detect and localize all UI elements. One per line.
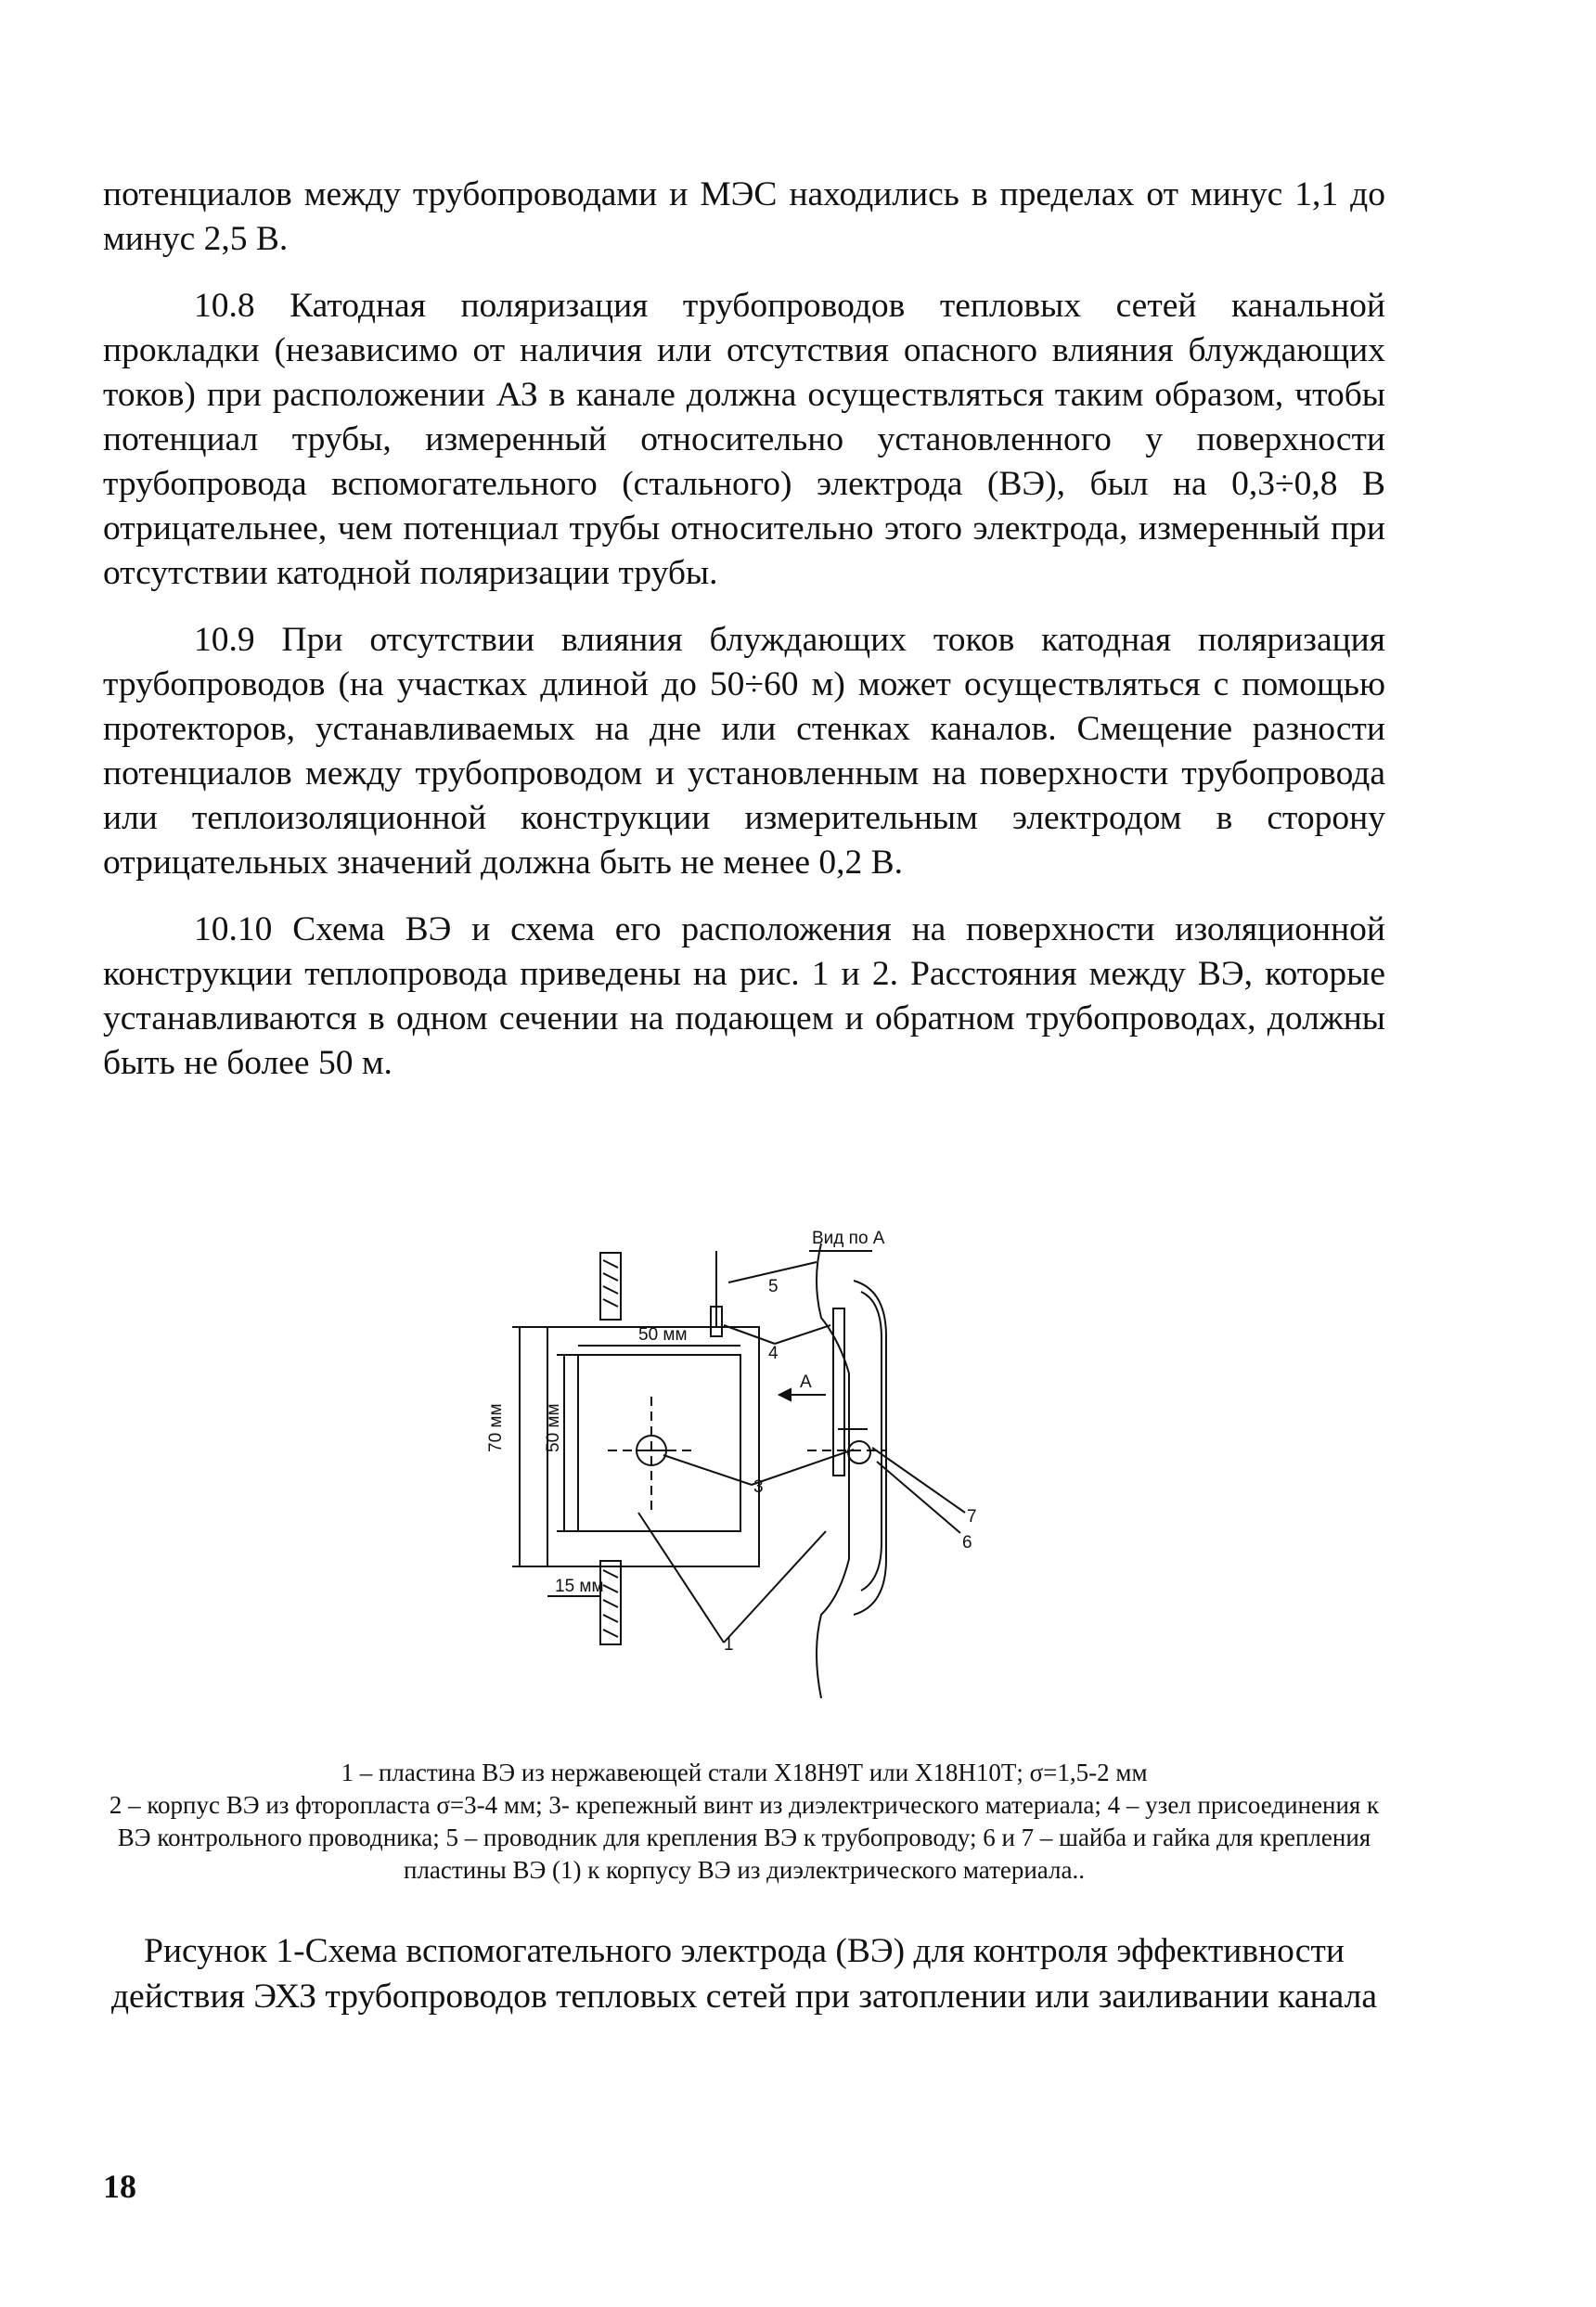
paragraph-10-10: 10.10 Схема ВЭ и схема его расположения на поверхности изоляционной конструкции теплопровода приведены на рис. 1 и 2. Расстояния между ВЭ, которые устанавливаются в одном сечении на подающем и обратном трубопроводах, должны быть не более 50 м. xyxy=(103,910,1385,1082)
arrow-a-label: А xyxy=(800,1373,812,1392)
dim-height-outer-label: 70 мм xyxy=(486,1403,506,1452)
paragraph-continuation: потенциалов между трубопроводами и МЭС находились в пределах от минус 1,1 до минус 2,5 В. xyxy=(103,175,1385,258)
legend-line-2: 2 – корпус ВЭ из фторопласта σ=3-4 мм; 3- крепежный винт из диэлектрического материала; 4 – узел присоединения к ВЭ контрольного проводника; 5 – проводник для крепления ВЭ к трубопроводу; 6 и 7 – шайба и гайка для крепления пластины ВЭ (1) к корпусу ВЭ из диэлектрического материала.. xyxy=(109,1791,1380,1884)
legend-line-1: 1 – пластина ВЭ из нержавеющей стали Х18Н9Т или Х18Н10Т; σ=1,5-2 мм xyxy=(341,1759,1148,1786)
callout-1: 1 xyxy=(724,1635,734,1655)
dim-height-inner-label: 50 мм xyxy=(544,1403,563,1452)
electrode-diagram xyxy=(445,1206,1021,1726)
callout-7: 7 xyxy=(967,1507,977,1527)
paragraph-10-8: 10.8 Катодная поляризация трубопроводов тепловых сетей канальной прокладки (независимо от наличия или отсутствия опасного влияния блуждающих токов) при расположении АЗ в канале должна осуществляться таким образом, чтобы потенциал трубы, измеренный относительно установленного у поверхности трубопровода вспомогательного (стального) электрода (ВЭ), был на 0,3÷0,8 В отрицательнее, чем потенциал трубы относительно этого электрода, измеренный при отсутствии катодной поляризации трубы. xyxy=(103,287,1385,592)
callout-4: 4 xyxy=(768,1344,779,1363)
body-text xyxy=(103,173,1385,1108)
electrode-plate xyxy=(578,1355,740,1531)
callout-3: 3 xyxy=(753,1477,764,1497)
dim-width-label: 50 мм xyxy=(638,1325,688,1345)
dim-bottom-label: 15 мм xyxy=(555,1577,604,1596)
figure-caption: Рисунок 1-Схема вспомогательного электрода (ВЭ) для контроля эффективности действия ЭХЗ трубопроводов тепловых сетей при затоплении или заиливании канала xyxy=(110,1932,1378,2016)
figure-legend xyxy=(103,1757,1385,1887)
paragraph-10-9: 10.9 При отсутствии влияния блуждающих токов катодная поляризация трубопроводов (на участках длиной до 50÷60 м) может осуществляться с помощью протекторов, устанавливаемых на дне или стенках каналов. Смещение разности потенциалов между трубопроводом и установленным на поверхности трубопровода или теплоизоляционной конструкции измерительным электродом в сторону отрицательных значений должна быть не менее 0,2 В. xyxy=(103,621,1385,882)
callout-5: 5 xyxy=(768,1277,779,1296)
page-number: 18 xyxy=(103,2168,136,2205)
view-label: Вид по А xyxy=(812,1229,885,1248)
callout-6: 6 xyxy=(962,1533,972,1553)
